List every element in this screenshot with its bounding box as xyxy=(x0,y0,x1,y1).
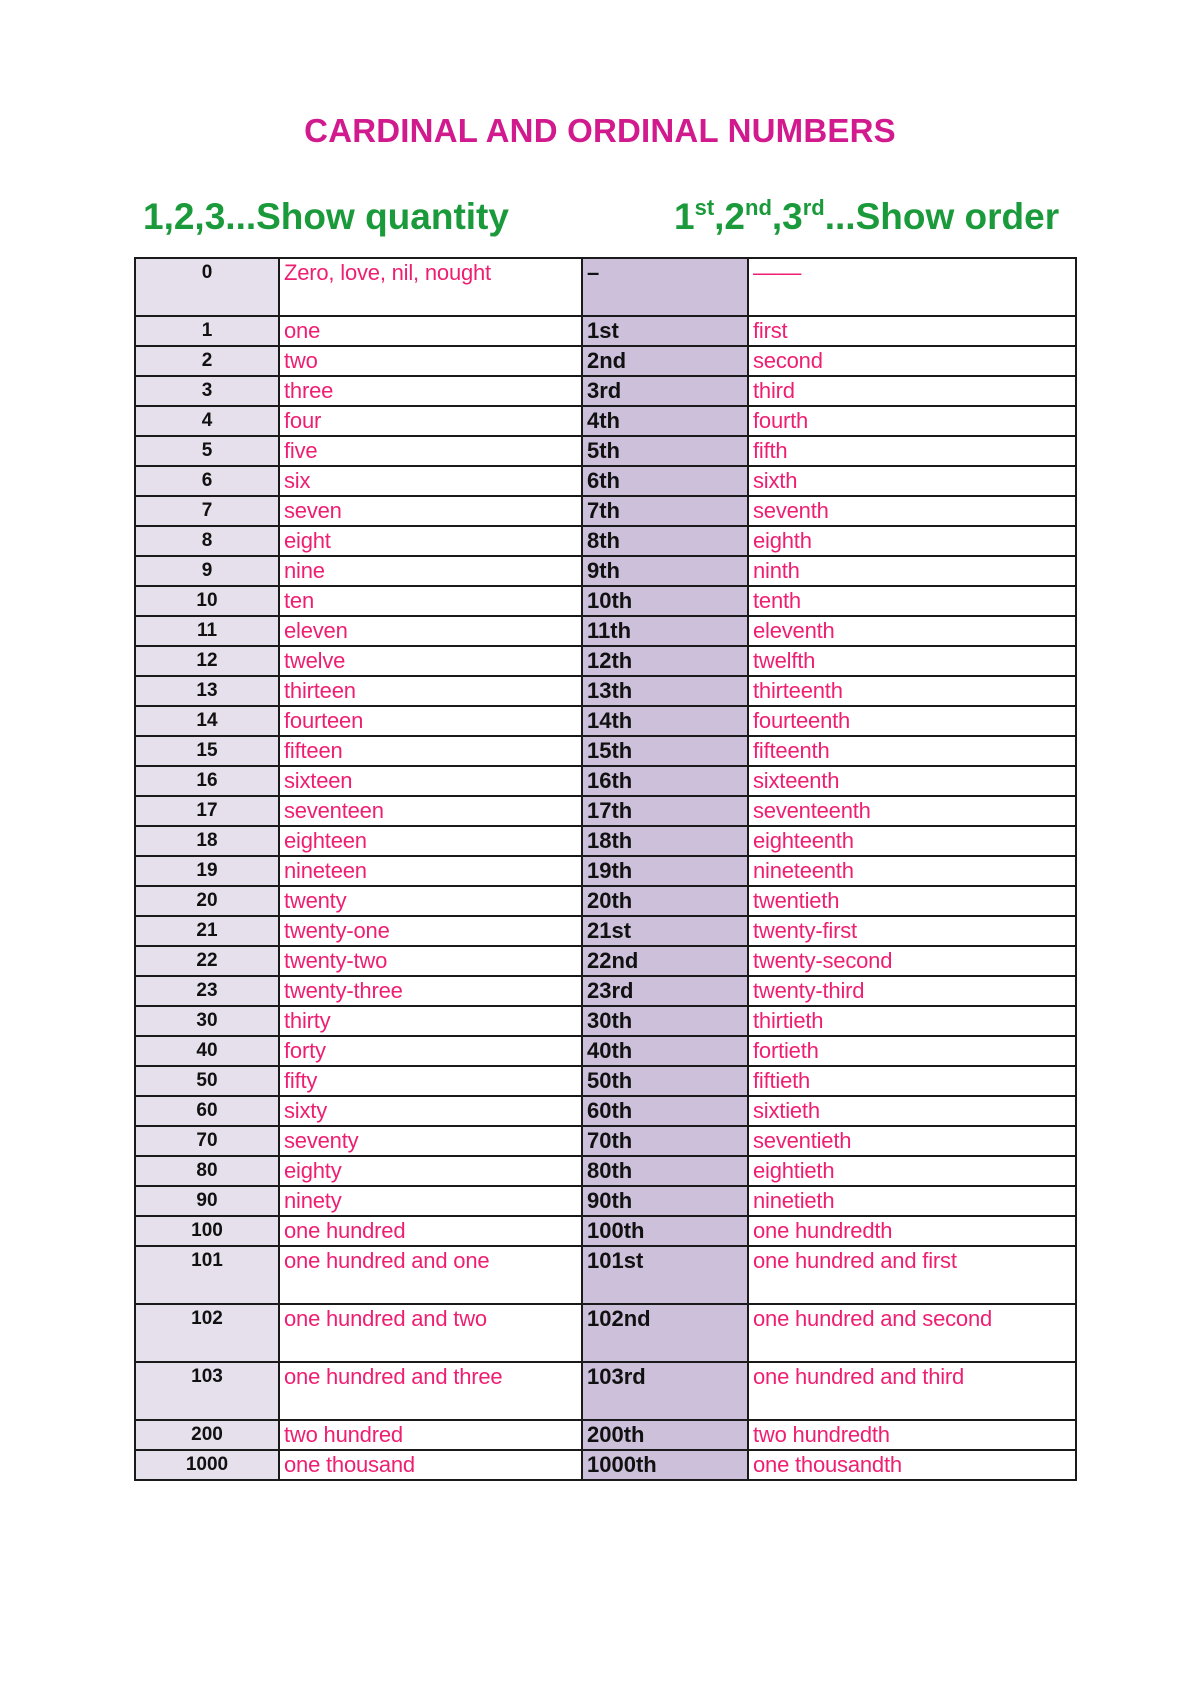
table-row xyxy=(135,796,1076,826)
ordinal-word-cell: seventh xyxy=(748,496,1076,526)
ordinal-number-cell: 1st xyxy=(582,316,748,346)
cardinal-number-cell: 16 xyxy=(135,766,279,796)
table-row xyxy=(135,856,1076,886)
cardinal-word-cell: two hundred xyxy=(279,1420,582,1450)
ordinal-number-cell: 14th xyxy=(582,706,748,736)
cardinal-number-cell: 19 xyxy=(135,856,279,886)
cardinal-word-cell: ninety xyxy=(279,1186,582,1216)
ordinal-word-cell: one hundredth xyxy=(748,1216,1076,1246)
ordinal-number-cell: 17th xyxy=(582,796,748,826)
cardinal-word-cell: seventy xyxy=(279,1126,582,1156)
cardinal-number-cell: 90 xyxy=(135,1186,279,1216)
ordinal-word-cell: eighth xyxy=(748,526,1076,556)
ordinal-number-cell: 23rd xyxy=(582,976,748,1006)
table-row xyxy=(135,826,1076,856)
ordinal-word-cell: twenty-third xyxy=(748,976,1076,1006)
table-row xyxy=(135,1126,1076,1156)
cardinal-word-cell: twenty-one xyxy=(279,916,582,946)
ordinal-number-cell: 13th xyxy=(582,676,748,706)
ordinal-subtitle-part: 1 xyxy=(674,196,695,237)
cardinal-number-cell: 9 xyxy=(135,556,279,586)
ordinal-word-cell: sixteenth xyxy=(748,766,1076,796)
cardinal-number-cell: 60 xyxy=(135,1096,279,1126)
table-row xyxy=(135,1420,1076,1450)
cardinal-word-cell: two xyxy=(279,346,582,376)
ordinal-number-cell: 19th xyxy=(582,856,748,886)
table-row xyxy=(135,1066,1076,1096)
table-row xyxy=(135,1246,1076,1304)
cardinal-word-cell: one hundred and two xyxy=(279,1304,582,1362)
cardinal-number-cell: 50 xyxy=(135,1066,279,1096)
table-row xyxy=(135,316,1076,346)
table-row xyxy=(135,1156,1076,1186)
ordinal-word-cell: twelfth xyxy=(748,646,1076,676)
ordinal-number-cell: 80th xyxy=(582,1156,748,1186)
ordinal-word-cell: first xyxy=(748,316,1076,346)
cardinal-word-cell: fifty xyxy=(279,1066,582,1096)
cardinal-subtitle: 1,2,3...Show quantity xyxy=(143,196,509,237)
table-row xyxy=(135,1006,1076,1036)
ordinal-word-cell: third xyxy=(748,376,1076,406)
ordinal-word-cell: –––– xyxy=(748,258,1076,316)
ordinal-number-cell: 200th xyxy=(582,1420,748,1450)
ordinal-number-cell: 18th xyxy=(582,826,748,856)
ordinal-number-cell: 30th xyxy=(582,1006,748,1036)
ordinal-number-cell: 100th xyxy=(582,1216,748,1246)
table-row xyxy=(135,526,1076,556)
ordinal-word-cell: second xyxy=(748,346,1076,376)
ordinal-word-cell: twenty-first xyxy=(748,916,1076,946)
table-row xyxy=(135,496,1076,526)
ordinal-number-cell: 8th xyxy=(582,526,748,556)
ordinal-word-cell: seventieth xyxy=(748,1126,1076,1156)
ordinal-word-cell: eleventh xyxy=(748,616,1076,646)
ordinal-subtitle-sup: st xyxy=(694,195,715,220)
ordinal-word-cell: seventeenth xyxy=(748,796,1076,826)
ordinal-word-cell: fortieth xyxy=(748,1036,1076,1066)
cardinal-word-cell: twelve xyxy=(279,646,582,676)
table-row xyxy=(135,706,1076,736)
ordinal-number-cell: 6th xyxy=(582,466,748,496)
table-row xyxy=(135,766,1076,796)
cardinal-word-cell: thirteen xyxy=(279,676,582,706)
ordinal-number-cell: 20th xyxy=(582,886,748,916)
cardinal-number-cell: 30 xyxy=(135,1006,279,1036)
cardinal-number-cell: 100 xyxy=(135,1216,279,1246)
table-row xyxy=(135,1186,1076,1216)
ordinal-subtitle-part: ,3 xyxy=(771,196,803,237)
ordinal-word-cell: ninth xyxy=(748,556,1076,586)
ordinal-word-cell: eightieth xyxy=(748,1156,1076,1186)
cardinal-word-cell: nineteen xyxy=(279,856,582,886)
ordinal-word-cell: fourteenth xyxy=(748,706,1076,736)
cardinal-number-cell: 14 xyxy=(135,706,279,736)
ordinal-number-cell: 40th xyxy=(582,1036,748,1066)
cardinal-word-cell: three xyxy=(279,376,582,406)
table-row xyxy=(135,616,1076,646)
ordinal-number-cell: 60th xyxy=(582,1096,748,1126)
cardinal-number-cell: 8 xyxy=(135,526,279,556)
cardinal-number-cell: 0 xyxy=(135,258,279,316)
page-title: CARDINAL AND ORDINAL NUMBERS xyxy=(304,112,896,149)
cardinal-word-cell: one xyxy=(279,316,582,346)
cardinal-word-cell: ten xyxy=(279,586,582,616)
ordinal-number-cell: 7th xyxy=(582,496,748,526)
table-row xyxy=(135,586,1076,616)
cardinal-number-cell: 18 xyxy=(135,826,279,856)
ordinal-number-cell: 21st xyxy=(582,916,748,946)
numbers-table-body xyxy=(135,258,1076,1480)
cardinal-number-cell: 10 xyxy=(135,586,279,616)
table-row xyxy=(135,886,1076,916)
cardinal-word-cell: sixty xyxy=(279,1096,582,1126)
cardinal-word-cell: twenty-two xyxy=(279,946,582,976)
table-row xyxy=(135,376,1076,406)
ordinal-number-cell: 90th xyxy=(582,1186,748,1216)
table-row xyxy=(135,466,1076,496)
table-row xyxy=(135,346,1076,376)
table-row xyxy=(135,258,1076,316)
cardinal-word-cell: one hundred and one xyxy=(279,1246,582,1304)
ordinal-word-cell: fourth xyxy=(748,406,1076,436)
cardinal-number-cell: 2 xyxy=(135,346,279,376)
ordinal-subtitle-sup: nd xyxy=(745,195,772,220)
cardinal-word-cell: five xyxy=(279,436,582,466)
ordinal-number-cell: 103rd xyxy=(582,1362,748,1420)
table-row xyxy=(135,976,1076,1006)
ordinal-subtitle-sup: rd xyxy=(802,195,825,220)
cardinal-word-cell: one thousand xyxy=(279,1450,582,1480)
table-row xyxy=(135,1362,1076,1420)
table-row xyxy=(135,676,1076,706)
ordinal-number-cell: 9th xyxy=(582,556,748,586)
cardinal-word-cell: Zero, love, nil, nought xyxy=(279,258,582,316)
cardinal-number-cell: 13 xyxy=(135,676,279,706)
numbers-table xyxy=(134,257,1077,1481)
ordinal-word-cell: sixth xyxy=(748,466,1076,496)
table-row xyxy=(135,916,1076,946)
table-row xyxy=(135,736,1076,766)
cardinal-number-cell: 4 xyxy=(135,406,279,436)
cardinal-word-cell: seventeen xyxy=(279,796,582,826)
cardinal-word-cell: seven xyxy=(279,496,582,526)
table-row xyxy=(135,556,1076,586)
ordinal-subtitle xyxy=(674,196,1059,238)
ordinal-number-cell: 22nd xyxy=(582,946,748,976)
cardinal-word-cell: one hundred and three xyxy=(279,1362,582,1420)
cardinal-number-cell: 80 xyxy=(135,1156,279,1186)
cardinal-number-cell: 200 xyxy=(135,1420,279,1450)
cardinal-number-cell: 20 xyxy=(135,886,279,916)
cardinal-number-cell: 5 xyxy=(135,436,279,466)
ordinal-word-cell: two hundredth xyxy=(748,1420,1076,1450)
cardinal-word-cell: forty xyxy=(279,1036,582,1066)
ordinal-number-cell: 101st xyxy=(582,1246,748,1304)
cardinal-word-cell: eighteen xyxy=(279,826,582,856)
ordinal-number-cell: 15th xyxy=(582,736,748,766)
cardinal-word-cell: six xyxy=(279,466,582,496)
ordinal-number-cell: 5th xyxy=(582,436,748,466)
cardinal-number-cell: 40 xyxy=(135,1036,279,1066)
ordinal-number-cell: 70th xyxy=(582,1126,748,1156)
ordinal-number-cell: – xyxy=(582,258,748,316)
ordinal-word-cell: one thousandth xyxy=(748,1450,1076,1480)
cardinal-number-cell: 3 xyxy=(135,376,279,406)
table-row xyxy=(135,1450,1076,1480)
ordinal-number-cell: 102nd xyxy=(582,1304,748,1362)
ordinal-word-cell: fifth xyxy=(748,436,1076,466)
cardinal-word-cell: eight xyxy=(279,526,582,556)
cardinal-number-cell: 11 xyxy=(135,616,279,646)
ordinal-number-cell: 4th xyxy=(582,406,748,436)
cardinal-word-cell: nine xyxy=(279,556,582,586)
ordinal-number-cell: 3rd xyxy=(582,376,748,406)
table-row xyxy=(135,1304,1076,1362)
ordinal-subtitle-part: ...Show order xyxy=(824,196,1060,237)
ordinal-word-cell: sixtieth xyxy=(748,1096,1076,1126)
table-row xyxy=(135,1036,1076,1066)
cardinal-number-cell: 70 xyxy=(135,1126,279,1156)
ordinal-word-cell: tenth xyxy=(748,586,1076,616)
cardinal-word-cell: twenty xyxy=(279,886,582,916)
cardinal-number-cell: 17 xyxy=(135,796,279,826)
cardinal-word-cell: fifteen xyxy=(279,736,582,766)
ordinal-number-cell: 11th xyxy=(582,616,748,646)
table-row xyxy=(135,946,1076,976)
table-row xyxy=(135,646,1076,676)
cardinal-word-cell: eighty xyxy=(279,1156,582,1186)
cardinal-number-cell: 23 xyxy=(135,976,279,1006)
ordinal-word-cell: one hundred and second xyxy=(748,1304,1076,1362)
ordinal-subtitle-part: ,2 xyxy=(714,196,745,237)
ordinal-word-cell: fiftieth xyxy=(748,1066,1076,1096)
ordinal-number-cell: 16th xyxy=(582,766,748,796)
ordinal-word-cell: twentieth xyxy=(748,886,1076,916)
ordinal-word-cell: nineteenth xyxy=(748,856,1076,886)
ordinal-word-cell: fifteenth xyxy=(748,736,1076,766)
cardinal-number-cell: 7 xyxy=(135,496,279,526)
cardinal-word-cell: sixteen xyxy=(279,766,582,796)
cardinal-word-cell: twenty-three xyxy=(279,976,582,1006)
ordinal-number-cell: 2nd xyxy=(582,346,748,376)
cardinal-number-cell: 102 xyxy=(135,1304,279,1362)
ordinal-number-cell: 1000th xyxy=(582,1450,748,1480)
cardinal-word-cell: one hundred xyxy=(279,1216,582,1246)
cardinal-number-cell: 12 xyxy=(135,646,279,676)
cardinal-word-cell: thirty xyxy=(279,1006,582,1036)
cardinal-number-cell: 6 xyxy=(135,466,279,496)
ordinal-word-cell: twenty-second xyxy=(748,946,1076,976)
cardinal-number-cell: 21 xyxy=(135,916,279,946)
cardinal-word-cell: four xyxy=(279,406,582,436)
cardinal-number-cell: 1000 xyxy=(135,1450,279,1480)
ordinal-word-cell: thirteenth xyxy=(748,676,1076,706)
table-row xyxy=(135,406,1076,436)
cardinal-number-cell: 15 xyxy=(135,736,279,766)
table-row xyxy=(135,436,1076,466)
ordinal-number-cell: 12th xyxy=(582,646,748,676)
cardinal-number-cell: 1 xyxy=(135,316,279,346)
ordinal-word-cell: eighteenth xyxy=(748,826,1076,856)
table-row xyxy=(135,1096,1076,1126)
ordinal-number-cell: 50th xyxy=(582,1066,748,1096)
cardinal-word-cell: eleven xyxy=(279,616,582,646)
ordinal-word-cell: thirtieth xyxy=(748,1006,1076,1036)
cardinal-word-cell: fourteen xyxy=(279,706,582,736)
cardinal-number-cell: 22 xyxy=(135,946,279,976)
ordinal-number-cell: 10th xyxy=(582,586,748,616)
ordinal-word-cell: ninetieth xyxy=(748,1186,1076,1216)
ordinal-word-cell: one hundred and first xyxy=(748,1246,1076,1304)
ordinal-word-cell: one hundred and third xyxy=(748,1362,1076,1420)
table-row xyxy=(135,1216,1076,1246)
cardinal-number-cell: 101 xyxy=(135,1246,279,1304)
cardinal-number-cell: 103 xyxy=(135,1362,279,1420)
